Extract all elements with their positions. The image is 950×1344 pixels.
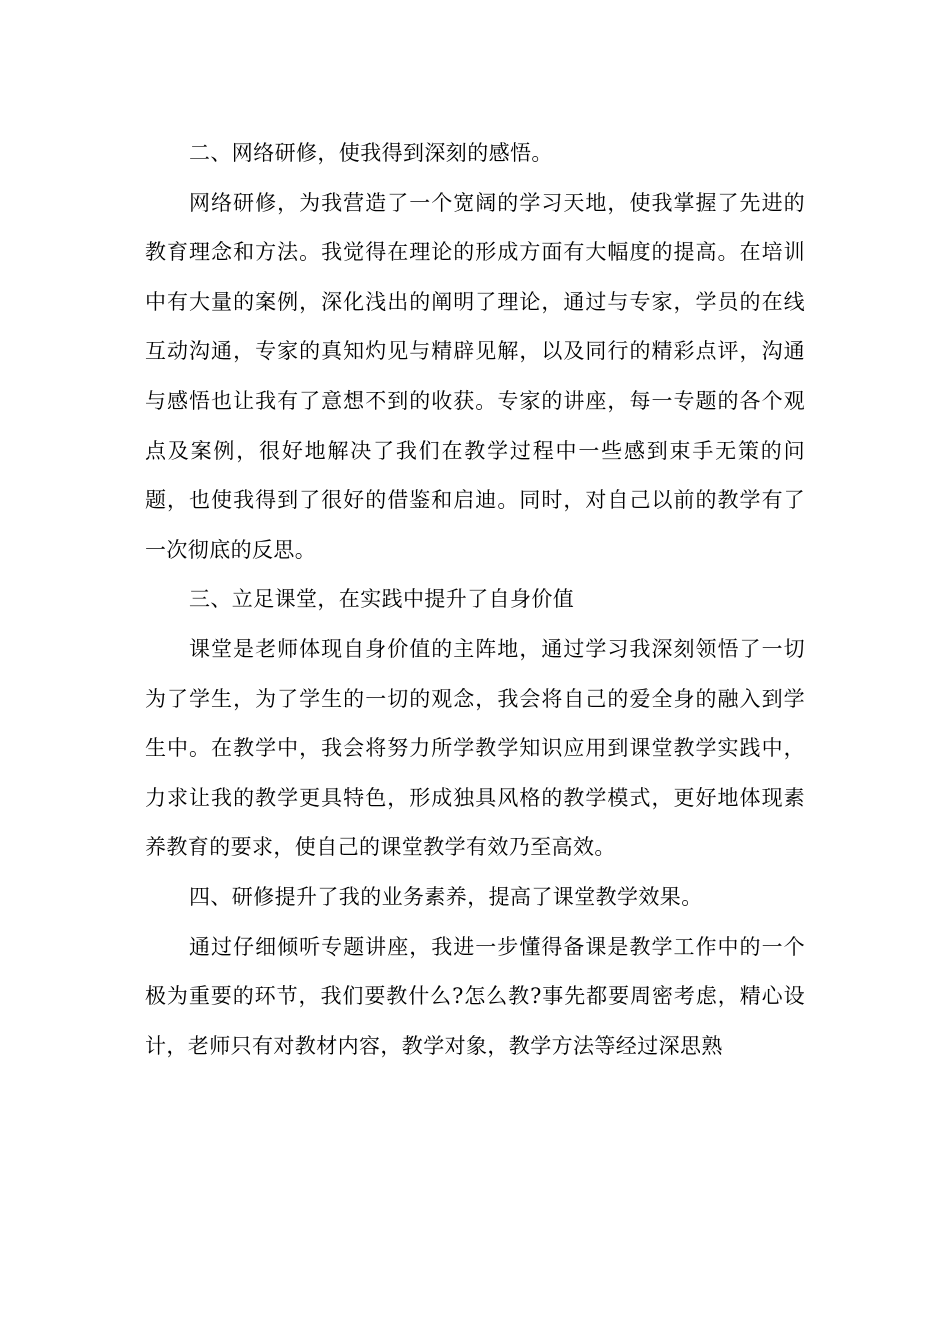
paragraph-lesson-prep: 通过仔细倾听专题讲座，我进一步懂得备课是教学工作中的一个极为重要的环节，我们要教什么?怎么教?事先都要周密考虑，精心设计，老师只有对教材内容，教学对象，教学方法等经过深思熟 xyxy=(145,934,805,1058)
section-heading-4: 四、研修提升了我的业务素养，提高了课堂教学效果。 xyxy=(189,884,703,909)
section-heading-3: 三、立足课堂，在实践中提升了自身价值 xyxy=(189,587,575,612)
paragraph-online-study: 网络研修，为我营造了一个宽阔的学习天地，使我掌握了先进的教育理念和方法。我觉得在理论的形成方面有大幅度的提高。在培训中有大量的案例，深化浅出的阐明了理论，通过与专家，学员的在线互动沟通，专家的真知灼见与精辟见解，以及同行的精彩点评，沟通与感悟也让我有了意想不到的收获。专家的讲座，每一专题的各个观点及案例，很好地解决了我们在教学过程中一些感到束手无策的问题，也使我得到了很好的借鉴和启迪。同时，对自己以前的教学有了一次彻底的反思。 xyxy=(145,190,805,562)
paragraph-classroom: 课堂是老师体现自身价值的主阵地，通过学习我深刻领悟了一切为了学生，为了学生的一切的观念，我会将自己的爱全身的融入到学生中。在教学中，我会将努力所学教学知识应用到课堂教学实践中，力求让我的教学更具特色，形成独具风格的教学模式，更好地体现素养教育的要求，使自己的课堂教学有效乃至高效。 xyxy=(145,636,805,860)
document-body xyxy=(145,129,805,1071)
section-heading-2: 二、网络研修，使我得到深刻的感悟。 xyxy=(189,141,553,165)
